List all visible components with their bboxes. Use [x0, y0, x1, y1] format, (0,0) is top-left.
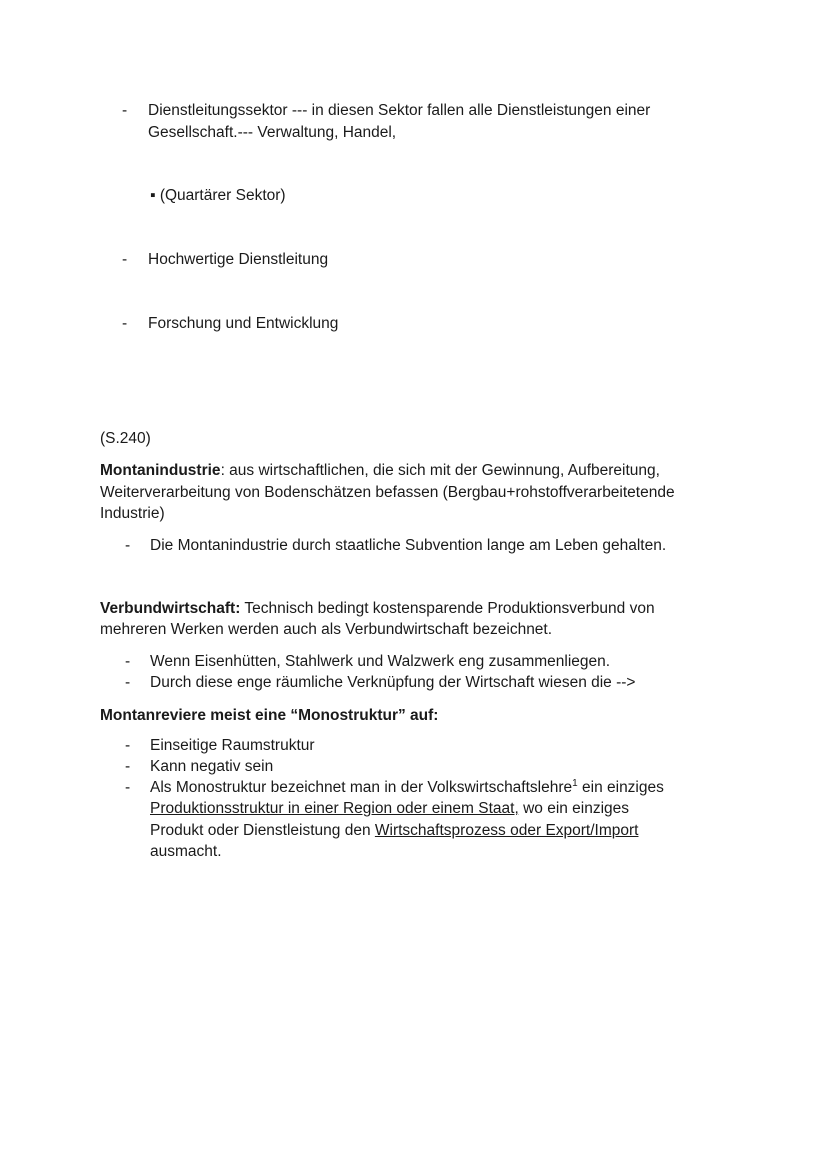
list-bullet: - — [125, 537, 131, 554]
list-bullet: - — [122, 315, 128, 332]
list-item-text — [150, 777, 664, 798]
list-item-text: Forschung und Entwicklung — [148, 315, 339, 332]
definition-text: : aus wirtschaftlichen, die sich mit der Gewinnung, Aufbereitung, — [220, 462, 660, 479]
list-item-text: Dienstleitungssektor --- in diesen Sektor fallen alle Dienstleistungen einer — [148, 102, 651, 119]
list-item-text — [150, 798, 629, 819]
square-bullet-icon: ▪ — [150, 187, 156, 204]
list-item-text-part: Produkt oder Dienstleistung den — [150, 822, 375, 839]
list-item-text: Die Montanindustrie durch staatliche Subvention lange am Leben gehalten. — [150, 537, 667, 554]
sub-list-item — [150, 185, 286, 206]
definition-text: Weiterverarbeitung von Bodenschätzen befassen (Bergbau+rohstoffverarbeitetende — [100, 484, 675, 501]
definition-paragraph — [100, 460, 660, 481]
definition-term: Montanindustrie — [100, 462, 221, 479]
list-item-text: Einseitige Raumstruktur — [150, 737, 315, 754]
definition-text: mehreren Werken werden auch als Verbundwirtschaft bezeichnet. — [100, 621, 553, 638]
list-item-text: Kann negativ sein — [150, 758, 274, 775]
footnote-marker[interactable]: 1 — [572, 777, 578, 789]
definition-term: Verbundwirtschaft: — [100, 600, 241, 617]
list-item-text-part: wo ein einziges — [518, 800, 630, 817]
list-item-text-part: Als Monostruktur bezeichnet man in der Volkswirtschaftslehre — [150, 779, 573, 796]
section-heading: Montanreviere meist eine “Monostruktur” auf: — [100, 707, 439, 724]
definition-text: Technisch bedingt kostensparende Produktionsverbund von — [240, 600, 655, 617]
list-bullet: - — [122, 102, 128, 119]
list-item-text-part: ein einziges — [577, 779, 664, 796]
list-bullet: - — [122, 251, 128, 268]
definition-text: Industrie) — [100, 505, 165, 522]
underlined-text: Wirtschaftsprozess oder Export/Import — [374, 822, 639, 839]
definition-paragraph — [100, 598, 655, 619]
list-bullet: - — [125, 779, 131, 796]
underlined-text: Produktionsstruktur in einer Region oder einem Staat, — [150, 800, 519, 817]
list-bullet: - — [125, 758, 131, 775]
list-item-text: Hochwertige Dienstleitung — [148, 251, 329, 268]
list-item-text: Durch diese enge räumliche Verknüpfung der Wirtschaft wiesen die --> — [150, 674, 636, 691]
sub-list-item-text: (Quartärer Sektor) — [159, 187, 286, 204]
list-item-text — [150, 820, 638, 841]
list-bullet: - — [125, 653, 131, 670]
list-bullet: - — [125, 674, 131, 691]
list-item-text: Wenn Eisenhütten, Stahlwerk und Walzwerk eng zusammenliegen. — [150, 653, 611, 670]
list-bullet: - — [125, 737, 131, 754]
list-item-text: Gesellschaft.--- Verwaltung, Handel, — [148, 124, 397, 141]
page-reference: (S.240) — [100, 430, 151, 447]
list-item-text: ausmacht. — [150, 843, 222, 860]
